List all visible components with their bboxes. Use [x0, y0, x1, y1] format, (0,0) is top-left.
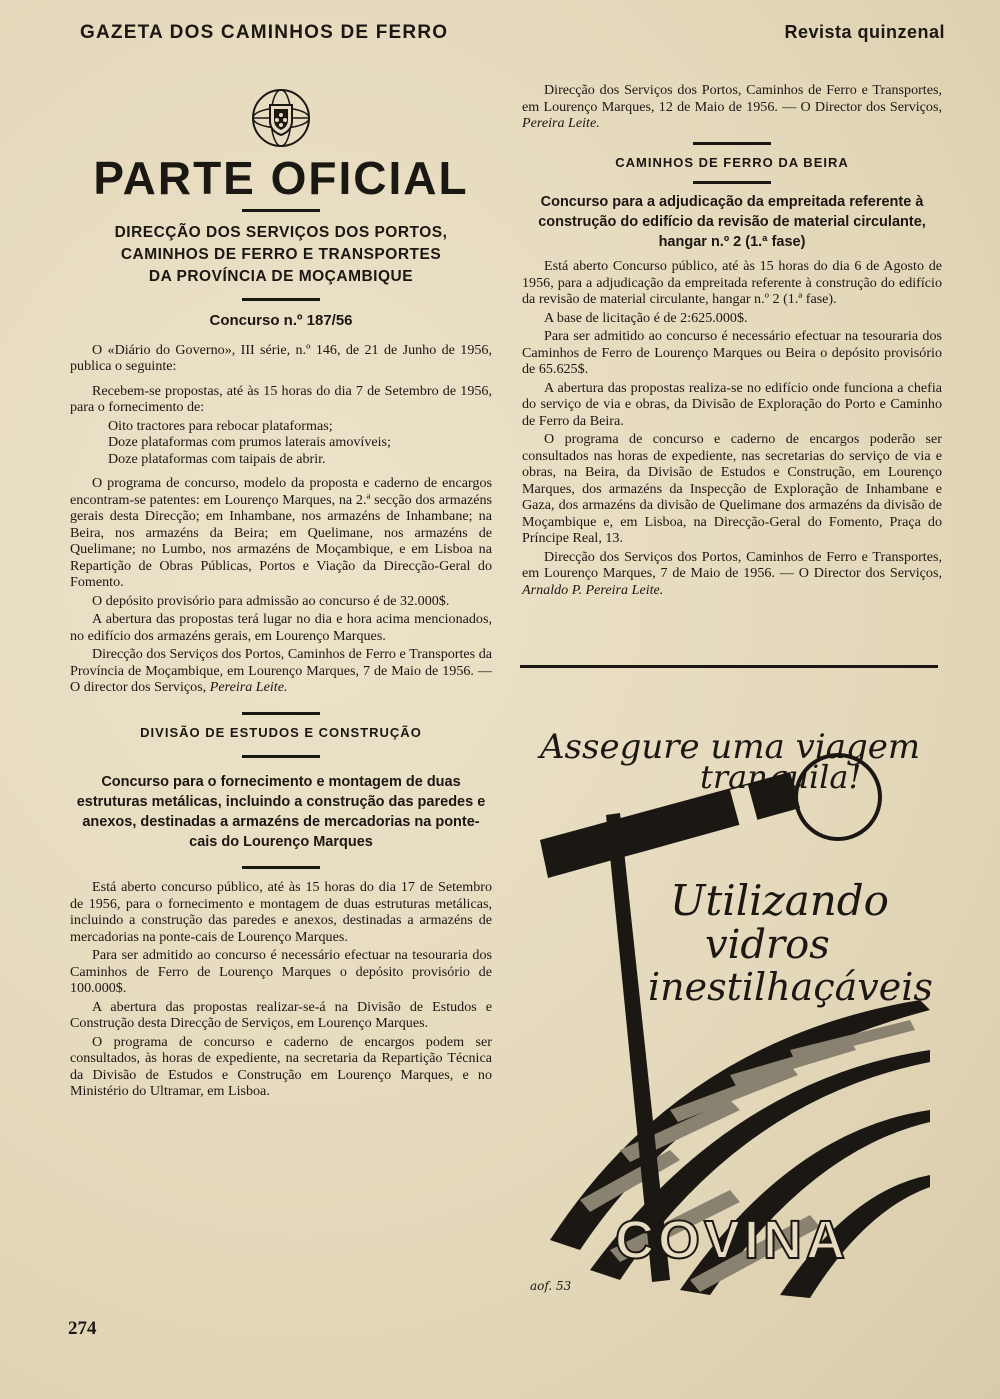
paragraph: A base de licitação é de 2:625.000$.	[544, 309, 748, 326]
paragraph	[522, 82, 942, 132]
divider	[693, 181, 771, 184]
department-line: DA PROVÍNCIA DE MOÇAMBIQUE	[148, 268, 414, 285]
divider	[242, 866, 320, 869]
item-list	[108, 418, 492, 468]
coat-of-arms-icon	[250, 87, 312, 149]
section-heading: DIVISÃO DE ESTUDOS E CONSTRUÇÃO	[140, 724, 422, 740]
running-head-title: GAZETA DOS CAMINHOS DE FERRO	[80, 22, 449, 43]
signature: Pereira Leite.	[522, 115, 600, 131]
list-item: Doze plataformas com taipais de abrir.	[108, 450, 326, 467]
list-item: Oito tractores para rebocar plataformas;	[108, 417, 333, 434]
running-head-subtitle: Revista quinzenal	[784, 22, 945, 42]
paragraph	[70, 646, 492, 696]
paragraph: Para ser admitido ao concurso é necessário efectuar na tesouraria dos Caminhos de Ferro de Lourenço Marques ou Beira o depósito provisório de 65.625$.	[522, 328, 942, 377]
signature-line: Direcção dos Serviços dos Portos, Caminhos de Ferro e Transportes da Província de Moçambique, em Lourenço Marques, 7 de Maio de 1956. — O director dos Serviços,	[70, 646, 492, 695]
paragraph: O programa de concurso e caderno de encargos podem ser consultados, às horas de expediente, na secretaria da Repartição Técnica da Divisão de Estudos e Construção em Lourenço Marques, e no Ministério do Ultramar, em Lisboa.	[70, 1033, 492, 1099]
paragraph: A abertura das propostas realiza-se no edifício onde funciona a chefia do serviço de via e obras, da Divisão de Exploração do Porto e Caminho de Ferro da Beira.	[522, 379, 942, 429]
paragraph: A abertura das propostas realizar-se-á na Divisão de Estudos e Construção desta Direcção de Serviços, em Lourenço Marques.	[70, 998, 492, 1031]
divider	[242, 755, 320, 758]
signature: Arnaldo P. Pereira Leite.	[522, 581, 664, 598]
divider	[242, 712, 320, 715]
concurso-number: Concurso n.º 187/56	[209, 312, 353, 329]
divider	[242, 209, 320, 212]
department-heading	[70, 222, 492, 288]
signature-line: Direcção dos Serviços dos Portos, Caminhos de Ferro e Transportes, em Lourenço Marques, 12 de Maio de 1956. — O Director dos Serviços,	[522, 82, 942, 115]
signature: Pereira Leite.	[209, 679, 288, 695]
section-heading: CAMINHOS DE FERRO DA BEIRA	[615, 154, 849, 170]
advert-headline: tranquila!	[700, 758, 862, 796]
list-item: Doze plataformas com prumos laterais amovíveis;	[108, 434, 391, 450]
covina-advert	[520, 680, 940, 1300]
advert-divider	[520, 665, 938, 668]
page-number: 274	[68, 1318, 97, 1339]
paragraph: O programa de concurso, modelo da proposta e caderno de encargos encontram-se patentes: em Lourenço Marques, na 2.ª secção dos armazéns gerais desta Direcção; em Inhambane, nos armazéns de Inhambane; na Beira, nos armazéns da Beira; em Quelimane, nos armazéns de Quelimane; no Lumbo, nos armazéns de Moçambique, e em Lisboa na Repartição de Obras Públicas, Portos e Viação da Direcção-Geral do Fomento.	[70, 475, 492, 590]
paragraph: O «Diário do Governo», III série, n.º 146, de 21 de Junho de 1956, publica o seguinte:	[70, 341, 492, 374]
signature-line: Direcção dos Serviços dos Portos, Caminhos de Ferro e Transportes, em Lourenço Marques, 7 de Maio de 1956. — O Director dos Serviços,	[522, 548, 942, 581]
paragraph: Para ser admitido ao concurso é necessário efectuar na tesouraria dos Caminhos de Ferro de Lourenço Marques o depósito provisório de 100.000$.	[70, 947, 492, 996]
paragraph: A abertura das propostas terá lugar no dia e hora acima mencionados, no edifício dos armazéns gerais, em Lourenço Marques.	[70, 611, 492, 644]
paragraph: Recebem-se propostas, até às 15 horas do dia 7 de Setembro de 1956, para o fornecimento de:	[70, 382, 492, 415]
paragraph: Está aberto concurso público, até às 15 horas do dia 17 de Setembro de 1956, para o fornecimento e montagem de duas estruturas metálicas, incluindo a construção das paredes e anexos, destinadas a armazéns de mercadorias na ponte-cais de Lourenço Marques.	[70, 879, 492, 945]
paragraph: Está aberto Concurso público, até às 15 horas do dia 6 de Agosto de 1956, para a adjudicação da empreitada referente à construção do edifício da revisão de material circulante, hangar n.º 2 (1.ª fase).	[522, 258, 942, 307]
page-title: PARTE OFICIAL	[93, 152, 469, 204]
notice-title: Concurso para o fornecimento e montagem de duas estruturas metálicas, incluindo a construção das paredes e anexos, destinadas a armazéns de mercadorias na ponte-cais do Lourenço Marques	[76, 774, 486, 850]
department-line: CAMINHOS DE FERRO E TRANSPORTES	[120, 246, 442, 263]
advert-slogan: vidros	[705, 922, 830, 968]
divider	[693, 142, 771, 145]
left-column	[70, 82, 492, 1102]
advert-slogan: Utilizando	[670, 876, 889, 925]
paragraph	[522, 549, 942, 599]
advert-headline: Assegure uma viagem	[540, 727, 921, 767]
artist-signature: aof. 53	[530, 1279, 572, 1293]
notice-title: Concurso para a adjudicação da empreitada referente à construção do edifício da revisão de material circulante, hangar n.º 2 (1.ª fase)	[538, 194, 926, 250]
paragraph: O programa de concurso e caderno de encargos poderão ser consultados nas horas de expediente, nas secretarias do serviço de via e obras, na Beira, da Divisão de Estudos e Construção, em Lourenço Marques, dos armazéns da Inspecção de Exploração de Inhambane e Gaza, dos armazéns da divisão de Quelimane dos armazéns da divisão de Moçambique e, em Lisboa, na Direcção-Geral do Fomento, Praça do Príncipe Real, 13.	[522, 431, 942, 546]
advert-illustration	[520, 680, 940, 1300]
right-column	[522, 82, 942, 600]
department-line: DIRECÇÃO DOS SERVIÇOS DOS PORTOS,	[114, 224, 448, 241]
brand-name: COVINA	[614, 1210, 850, 1270]
paragraph: O depósito provisório para admissão ao concurso é de 32.000$.	[92, 592, 450, 609]
divider	[242, 298, 320, 301]
advert-slogan: inestilhaçáveis	[648, 965, 933, 1009]
